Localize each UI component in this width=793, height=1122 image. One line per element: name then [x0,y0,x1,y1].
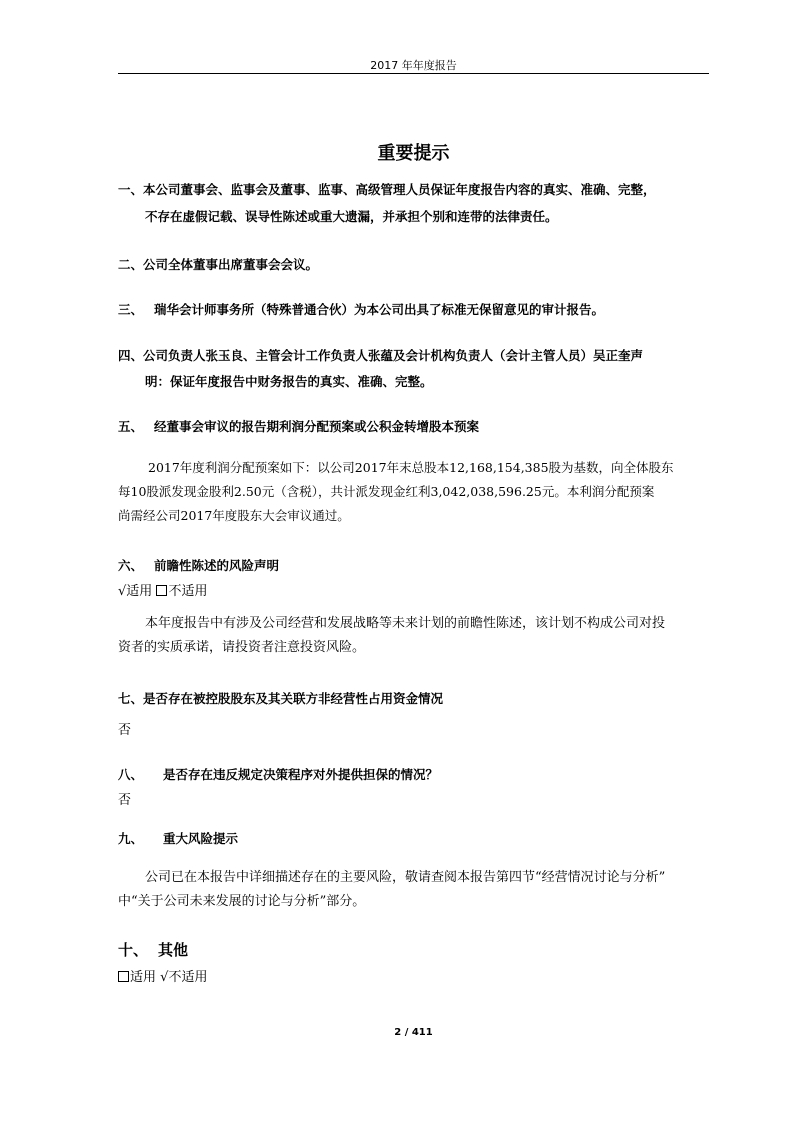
applicable-checked: √适用 [118,584,153,599]
section-number: 二、 [118,257,144,272]
section-text: 是否存在被控股股东及其关联方非经营性占用资金情况 [143,691,444,706]
not-applicable-checked: √不适用 [160,970,208,985]
section-number: 九、 [118,831,144,846]
applicability-checkbox-row [118,583,207,601]
section-1-heading-line2: 不存在虚假记载、误导性陈述或重大遗漏，并承担个别和连带的法律责任。 [145,209,558,224]
forward-looking-line1: 本年度报告中有涉及公司经营和发展战略等未来计划的前瞻性陈述，该计划不构成公司对投 [145,616,666,631]
section-7-heading [118,690,443,708]
section-text: 公司全体董事出席董事会会议。 [143,257,319,272]
section-number: 六、 [118,558,144,573]
page-number: 2 / 411 [394,1027,433,1038]
section-text: 是否存在违反规定决策程序对外提供担保的情况？ [163,767,439,782]
checkbox-empty-icon [118,971,129,982]
section-number: 十、 [118,941,149,959]
section-5-heading [118,418,479,436]
section-number: 八、 [118,767,144,782]
section-text: 经董事会审议的报告期利润分配预案或公积金转增股本预案 [154,419,480,434]
profit-plan-line1: 2017年度利润分配预案如下：以公司2017年末总股本12,168,154,385股为基数，向全体股东 [148,460,674,475]
not-applicable-label: 不适用 [168,584,208,599]
section-number: 七、 [118,691,144,706]
section-number: 三、 [118,302,144,317]
checkbox-empty-icon [156,585,167,596]
applicable-label: 适用 [130,970,157,985]
section-text: 重大风险提示 [163,831,239,846]
section-number: 一、 [118,182,144,197]
section-7-answer: 否 [118,723,132,738]
section-3-heading [118,301,604,319]
other-applicability-row [118,969,207,987]
section-2-heading [118,256,318,274]
section-1-heading [118,181,656,199]
section-8-heading [118,766,438,784]
section-9-heading [118,830,238,848]
section-number: 四、 [118,348,144,363]
section-text: 前瞻性陈述的风险声明 [154,558,280,573]
profit-plan-line2: 每10股派发现金股利2.50元（含税），共计派发现金红利3,042,038,596.25元。本利润分配预案 [118,484,655,499]
section-10-heading [118,939,188,960]
risk-warning-line1: 公司已在本报告中详细描述存在的主要风险，敬请查阅本报告第四节“经营情况讨论与分析” [145,870,666,885]
section-text: 公司负责人张玉良、主管会计工作负责人张蕴及会计机构负责人（会计主管人员）吴正奎声 [143,348,644,363]
profit-plan-line3: 尚需经公司2017年度股东大会审议通过。 [118,508,350,523]
section-number: 五、 [118,419,144,434]
forward-looking-line2: 资者的实质承诺，请投资者注意投资风险。 [118,640,366,655]
running-header: 2017 年年度报告 [370,59,457,72]
header-divider [118,73,709,74]
risk-warning-line2: 中“关于公司未来发展的讨论与分析”部分。 [118,894,366,909]
section-text: 瑞华会计师事务所（特殊普通合伙）为本公司出具了标准无保留意见的审计报告。 [154,302,605,317]
page-title: 重要提示 [377,143,450,164]
section-4-heading-line2: 明：保证年度报告中财务报告的真实、准确、完整。 [145,374,433,389]
section-text: 本公司董事会、监事会及董事、监事、高级管理人员保证年度报告内容的真实、准确、完整， [143,182,656,197]
section-text: 其他 [158,941,189,959]
section-6-heading [118,557,279,575]
section-8-answer: 否 [118,793,132,808]
section-4-heading [118,347,643,365]
